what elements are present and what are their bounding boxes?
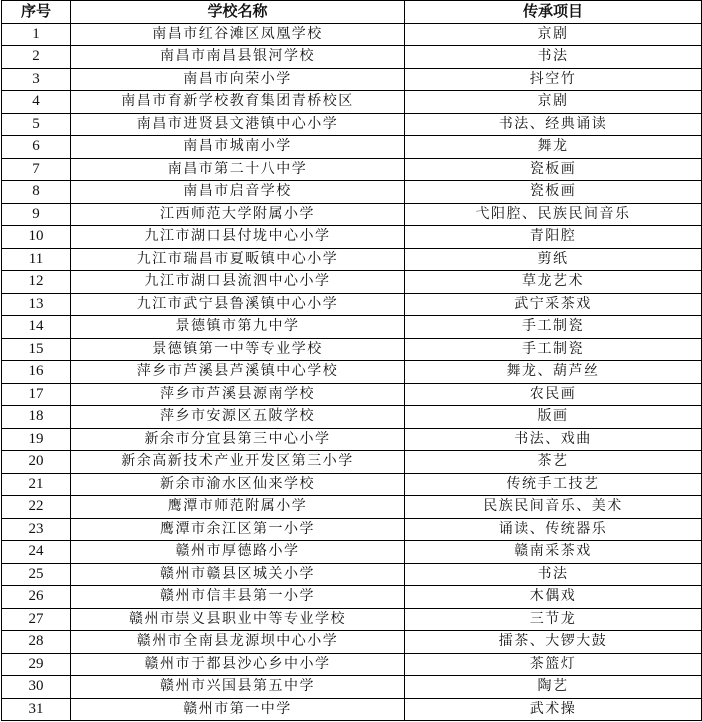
school-name-cell: 南昌市红谷滩区凤凰学校 xyxy=(71,23,405,46)
heritage-project-cell: 剪纸 xyxy=(405,248,702,271)
row-index-cell: 7 xyxy=(2,158,71,181)
school-name-cell: 赣州市厚德路小学 xyxy=(71,541,405,564)
table-row xyxy=(2,136,702,159)
heritage-project-cell: 传统手工技艺 xyxy=(405,473,702,496)
school-name-cell: 赣州市兴国县第五中学 xyxy=(71,676,405,699)
school-name-cell: 南昌市启音学校 xyxy=(71,181,405,204)
table-row xyxy=(2,91,702,114)
school-name-cell: 景德镇市第九中学 xyxy=(71,316,405,339)
heritage-project-cell: 草龙艺术 xyxy=(405,271,702,294)
heritage-project-cell: 舞龙、葫芦丝 xyxy=(405,361,702,384)
school-name-cell: 九江市湖口县付垅中心小学 xyxy=(71,226,405,249)
heritage-project-cell: 瓷板画 xyxy=(405,181,702,204)
heritage-project-cell: 版画 xyxy=(405,406,702,429)
table-row xyxy=(2,428,702,451)
heritage-project-cell: 书法、经典诵读 xyxy=(405,113,702,136)
heritage-project-cell: 书法 xyxy=(405,563,702,586)
school-name-cell: 鹰潭市师范附属小学 xyxy=(71,496,405,519)
school-name-cell: 九江市湖口县流泗中心小学 xyxy=(71,271,405,294)
school-name-cell: 赣州市全南县龙源坝中心小学 xyxy=(71,631,405,654)
row-index-cell: 2 xyxy=(2,46,71,69)
table-row xyxy=(2,563,702,586)
table-row xyxy=(2,698,702,721)
header-index: 序号 xyxy=(2,1,71,24)
school-name-cell: 萍乡市安源区五陂学校 xyxy=(71,406,405,429)
table-row xyxy=(2,316,702,339)
table-body xyxy=(2,23,702,721)
heritage-project-cell: 手工制瓷 xyxy=(405,338,702,361)
row-index-cell: 20 xyxy=(2,451,71,474)
table-row xyxy=(2,676,702,699)
table-row xyxy=(2,338,702,361)
school-name-cell: 九江市瑞昌市夏畈镇中心小学 xyxy=(71,248,405,271)
school-name-cell: 新余市渝水区仙来学校 xyxy=(71,473,405,496)
table-row xyxy=(2,653,702,676)
table-row xyxy=(2,46,702,69)
school-name-cell: 赣州市于都县沙心乡中小学 xyxy=(71,653,405,676)
row-index-cell: 16 xyxy=(2,361,71,384)
row-index-cell: 8 xyxy=(2,181,71,204)
row-index-cell: 24 xyxy=(2,541,71,564)
header-school-name: 学校名称 xyxy=(71,1,405,24)
heritage-project-cell: 舞龙 xyxy=(405,136,702,159)
row-index-cell: 5 xyxy=(2,113,71,136)
heritage-project-cell: 弋阳腔、民族民间音乐 xyxy=(405,203,702,226)
table-row xyxy=(2,473,702,496)
table-row xyxy=(2,541,702,564)
table-row xyxy=(2,158,702,181)
schools-table xyxy=(1,0,702,721)
heritage-project-cell: 擂茶、大锣大鼓 xyxy=(405,631,702,654)
school-name-cell: 南昌市进贤县文港镇中心小学 xyxy=(71,113,405,136)
school-name-cell: 赣州市崇义县职业中等专业学校 xyxy=(71,608,405,631)
row-index-cell: 6 xyxy=(2,136,71,159)
table-row xyxy=(2,586,702,609)
heritage-project-cell: 书法 xyxy=(405,46,702,69)
school-name-cell: 赣州市第一中学 xyxy=(71,698,405,721)
table-row xyxy=(2,496,702,519)
row-index-cell: 29 xyxy=(2,653,71,676)
heritage-project-cell: 民族民间音乐、美术 xyxy=(405,496,702,519)
row-index-cell: 21 xyxy=(2,473,71,496)
school-name-cell: 南昌市城南小学 xyxy=(71,136,405,159)
heritage-project-cell: 茶艺 xyxy=(405,451,702,474)
table-row xyxy=(2,248,702,271)
table-header-row xyxy=(2,1,702,24)
row-index-cell: 26 xyxy=(2,586,71,609)
row-index-cell: 30 xyxy=(2,676,71,699)
table-row xyxy=(2,406,702,429)
row-index-cell: 10 xyxy=(2,226,71,249)
table-row xyxy=(2,271,702,294)
school-name-cell: 萍乡市芦溪县芦溪镇中心学校 xyxy=(71,361,405,384)
row-index-cell: 25 xyxy=(2,563,71,586)
school-name-cell: 江西师范大学附属小学 xyxy=(71,203,405,226)
heritage-project-cell: 三节龙 xyxy=(405,608,702,631)
heritage-project-cell: 赣南采茶戏 xyxy=(405,541,702,564)
heritage-project-cell: 陶艺 xyxy=(405,676,702,699)
heritage-project-cell: 木偶戏 xyxy=(405,586,702,609)
table-row xyxy=(2,383,702,406)
school-name-cell: 鹰潭市余江区第一小学 xyxy=(71,518,405,541)
school-name-cell: 南昌市向荣小学 xyxy=(71,68,405,91)
heritage-project-cell: 京剧 xyxy=(405,23,702,46)
row-index-cell: 14 xyxy=(2,316,71,339)
table-row xyxy=(2,361,702,384)
row-index-cell: 23 xyxy=(2,518,71,541)
heritage-project-cell: 书法、戏曲 xyxy=(405,428,702,451)
row-index-cell: 19 xyxy=(2,428,71,451)
table-row xyxy=(2,203,702,226)
row-index-cell: 3 xyxy=(2,68,71,91)
table-row xyxy=(2,23,702,46)
school-name-cell: 九江市武宁县鲁溪镇中心小学 xyxy=(71,293,405,316)
school-name-cell: 新余高新技术产业开发区第三小学 xyxy=(71,451,405,474)
table-row xyxy=(2,631,702,654)
table-row xyxy=(2,608,702,631)
table-row xyxy=(2,293,702,316)
row-index-cell: 11 xyxy=(2,248,71,271)
heritage-project-cell: 青阳腔 xyxy=(405,226,702,249)
row-index-cell: 13 xyxy=(2,293,71,316)
heritage-project-cell: 武宁采茶戏 xyxy=(405,293,702,316)
school-name-cell: 萍乡市芦溪县源南学校 xyxy=(71,383,405,406)
school-name-cell: 南昌市育新学校教育集团青桥校区 xyxy=(71,91,405,114)
heritage-project-cell: 瓷板画 xyxy=(405,158,702,181)
school-name-cell: 赣州市赣县区城关小学 xyxy=(71,563,405,586)
row-index-cell: 27 xyxy=(2,608,71,631)
row-index-cell: 31 xyxy=(2,698,71,721)
table-row xyxy=(2,226,702,249)
heritage-project-cell: 茶篮灯 xyxy=(405,653,702,676)
heritage-project-cell: 农民画 xyxy=(405,383,702,406)
school-name-cell: 新余市分宜县第三中心小学 xyxy=(71,428,405,451)
heritage-project-cell: 诵读、传统器乐 xyxy=(405,518,702,541)
table-row xyxy=(2,518,702,541)
heritage-project-cell: 抖空竹 xyxy=(405,68,702,91)
row-index-cell: 9 xyxy=(2,203,71,226)
school-name-cell: 南昌市第二十八中学 xyxy=(71,158,405,181)
row-index-cell: 4 xyxy=(2,91,71,114)
table-row xyxy=(2,451,702,474)
row-index-cell: 22 xyxy=(2,496,71,519)
heritage-project-cell: 京剧 xyxy=(405,91,702,114)
school-name-cell: 景德镇第一中等专业学校 xyxy=(71,338,405,361)
heritage-project-cell: 手工制瓷 xyxy=(405,316,702,339)
row-index-cell: 12 xyxy=(2,271,71,294)
table-row xyxy=(2,181,702,204)
row-index-cell: 18 xyxy=(2,406,71,429)
table-row xyxy=(2,113,702,136)
header-heritage-project: 传承项目 xyxy=(405,1,702,24)
row-index-cell: 17 xyxy=(2,383,71,406)
school-name-cell: 赣州市信丰县第一小学 xyxy=(71,586,405,609)
table-row xyxy=(2,68,702,91)
heritage-project-cell: 武术操 xyxy=(405,698,702,721)
row-index-cell: 15 xyxy=(2,338,71,361)
row-index-cell: 1 xyxy=(2,23,71,46)
row-index-cell: 28 xyxy=(2,631,71,654)
school-name-cell: 南昌市南昌县银河学校 xyxy=(71,46,405,69)
